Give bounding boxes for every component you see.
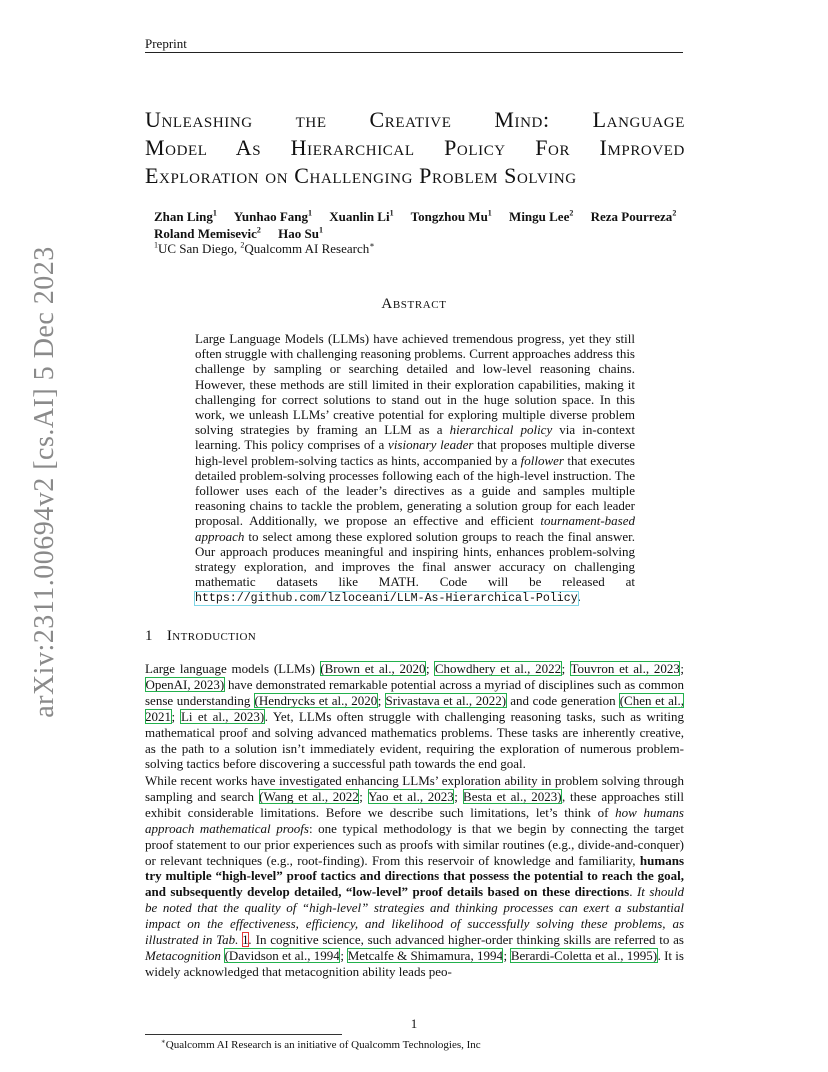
abstract-heading: Abstract <box>381 296 447 312</box>
author: Mingu Lee$^2$ <box>509 208 574 224</box>
title-line-1: Unleashing the Creative Mind: Language <box>145 107 685 132</box>
code-repository-link[interactable]: https://github.com/lzloceani/LLM-As-Hierarchical-Policy <box>195 592 578 606</box>
author: Zhan Ling$^1$ <box>154 208 217 224</box>
introduction-paragraph-1: Large language models (LLMs) (Brown et al., 2020; Chowdhery et al., 2022; Touvron et al., 2023; OpenAI, 2023) have demonstrated remarkable potential across a myriad of disciplines such as common sense understanding (Hendrycks et al., 2020; Srivastava et al., 2022) and code generation (Chen et al., 2021; Li et al., 2023). Yet, LLMs often struggle with challenging reasoning tasks, such as writing mathematical proof and solving advanced mathematics problems. These tasks are inherently creative, as the path to a solution isn’t immediately evident, requiring the exploration of numerous problem-solving tactics before discovering a successful path towards the end goal. <box>145 661 684 772</box>
author: Reza Pourreza$^2$ <box>590 208 677 224</box>
abstract-text: Large Language Models (LLMs) have achieved tremendous progress, yet they still often struggle with challenging reasoning problems. Current approaches address this challenge by sampling or searching detailed and low-level reasoning chains. However, these methods are still limited in their exploration capabilities, making it challenging for correct solutions to stand out in the huge solution space. In this work, we unleash LLMs’ creative potential for exploring multiple diverse problem solving strategies by framing an LLM as a hierarchical policy via in-context learning. This policy comprises of a visionary leader that proposes multiple diverse high-level problem-solving tactics as hints, accompanied by a follower that executes detailed problem-solving processes following each of the high-level instruction. The follower uses each of the leader’s directives as a guide and samples multiple reasoning chains to tackle the problem, generating a solution group for each leader proposal. Additionally, we propose an effective and efficient tournament-based approach to select among these explored solution groups to reach the final answer. Our approach produces meaningful and inspiring hints, enhances problem-solving strategy exploration, and improves the final answer accuracy on challenging mathematic datasets like MATH. Code will be released at https://github.com/lzloceani/LLM-As-Hierarchical-Policy. <box>195 331 635 606</box>
citation-link[interactable]: Touvron et al., 2023 <box>570 661 680 676</box>
title-line-3: Exploration on Challenging Problem Solving <box>145 163 577 188</box>
citation-link[interactable]: Besta et al., 2023) <box>463 788 562 804</box>
author: Yunhao Fang$^1$ <box>233 208 312 224</box>
paper-title <box>145 106 685 190</box>
author: Xuanlin Li$^1$ <box>329 208 394 224</box>
affiliations: $^1$UC San Diego, $^2$Qualcomm AI Research∗ <box>154 240 375 256</box>
citation-link[interactable]: Li et al., 2023) <box>180 708 265 724</box>
citation-link[interactable]: (Wang et al., 2022 <box>259 788 359 804</box>
footnote: ∗Qualcomm AI Research is an initiative of Qualcomm Technologies, Inc <box>161 1037 481 1051</box>
title-line-2: Model As Hierarchical Policy For Improved <box>145 135 685 160</box>
running-header: Preprint <box>145 36 187 51</box>
author: Roland Memisevic$^2$ <box>154 225 261 241</box>
author: Tongzhou Mu$^1$ <box>410 208 492 224</box>
citation-link[interactable]: (Chen et al., 2021 <box>145 692 684 724</box>
introduction-paragraph-2: While recent works have investigated enhancing LLMs’ exploration ability in problem solving through sampling and search (Wang et al., 2022; Yao et al., 2023; Besta et al., 2023), these approaches still exhibit considerable limitations. Before we describe such limitations, let’s think of how humans approach mathematical proofs: one typical methodology is that we begin by connecting the target proof statement to our prior experiences such as proofs with similar routines (e.g., divide-and-conquer) or relevant techniques (e.g., root-finding). From this reservoir of knowledge and familiarity, humans try multiple “high-level” proof tactics and directions that possess the potential to reach the goal, and subsequently develop detailed, “low-level” proof details based on these directions. It should be noted that the quality of “high-level” strategies and thinking processes can exert a substantial impact on the effectiveness, efficiency, and likelihood of successfully solving these problems, as illustrated in Tab. 1. In cognitive science, such advanced higher-order thinking skills are referred to as Metacognition (Davidson et al., 1994; Metcalfe & Shimamura, 1994; Berardi-Coletta et al., 1995). It is widely acknowledged that metacognition ability leads peo- <box>145 773 685 979</box>
citation-link[interactable]: (Brown et al., 2020 <box>320 661 426 676</box>
section-heading-introduction <box>145 628 256 645</box>
citation-link[interactable]: Metcalfe & Shimamura, 1994 <box>347 947 503 963</box>
citation-link[interactable]: (Davidson et al., 1994 <box>224 947 340 963</box>
author-list <box>154 208 694 242</box>
section-number: 1 <box>145 628 153 644</box>
citation-link[interactable]: (Hendrycks et al., 2020 <box>254 692 378 708</box>
citation-link[interactable]: Yao et al., 2023 <box>368 788 454 804</box>
page-number: 1 <box>410 1016 418 1031</box>
citation-link[interactable]: OpenAI, 2023) <box>145 676 225 692</box>
section-title: Introduction <box>166 628 257 644</box>
header-rule <box>145 52 683 53</box>
footnote-rule <box>145 1034 342 1035</box>
citation-link[interactable]: Chowdhery et al., 2022 <box>434 661 562 676</box>
table-reference-link[interactable]: 1 <box>242 932 249 948</box>
author: Hao Su$^1$ <box>278 225 323 241</box>
arxiv-identifier: arXiv:2311.00694v2 [cs.AI] 5 Dec 2023 <box>29 246 60 718</box>
citation-link[interactable]: Berardi-Coletta et al., 1995) <box>510 947 658 963</box>
arxiv-side-stamp <box>28 246 62 718</box>
citation-link[interactable]: Srivastava et al., 2022) <box>385 692 507 708</box>
